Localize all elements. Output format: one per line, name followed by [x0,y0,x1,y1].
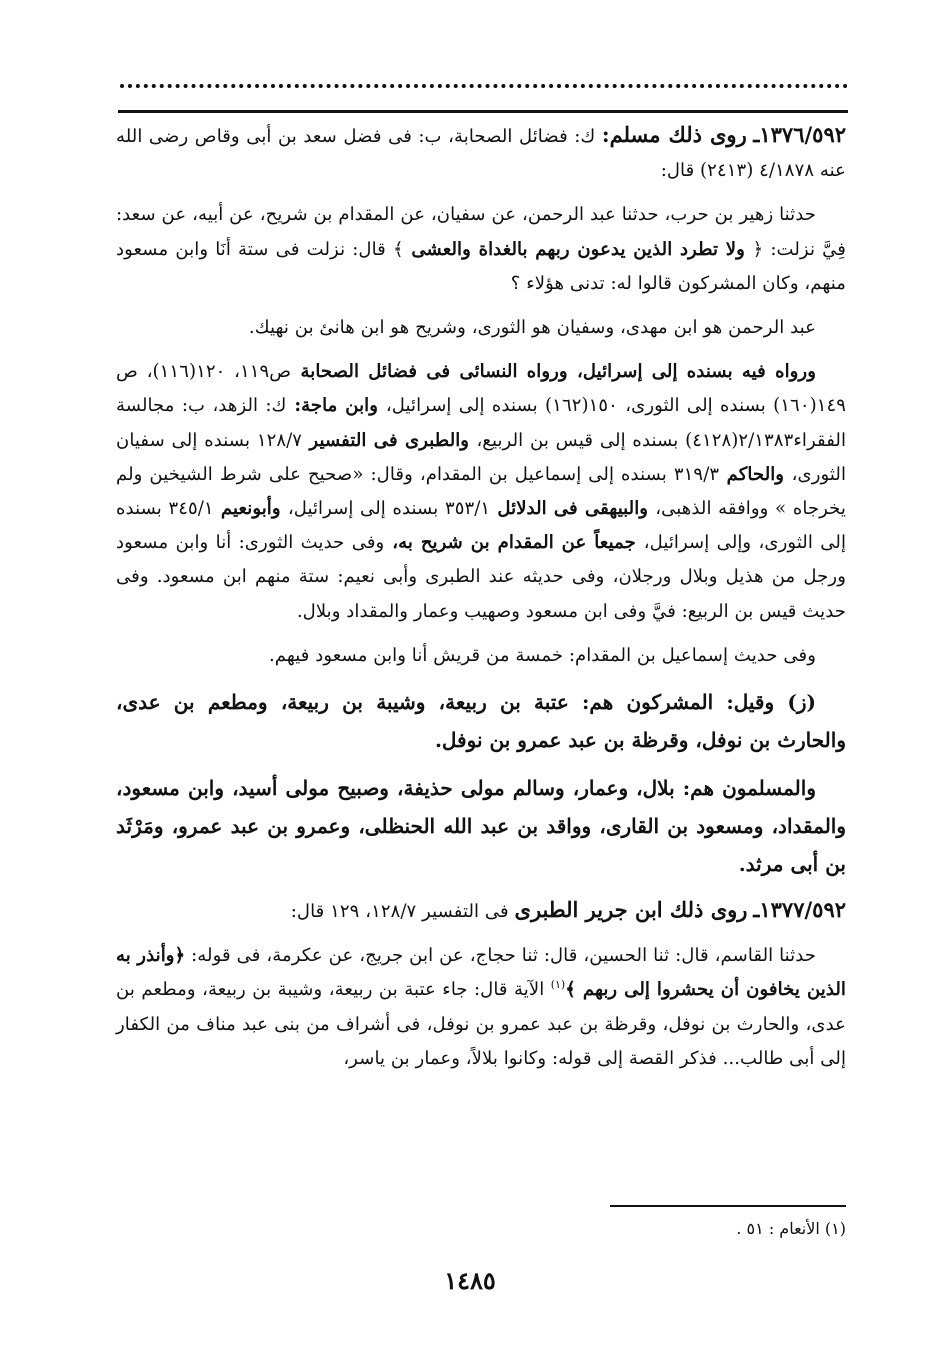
footnote-marker: (١) [550,978,566,992]
entry-1377-heading [116,893,846,929]
takhrij-part: ٣٤٥/١ بسنده إلى الثورى، وإلى إسرائيل، [116,498,847,554]
tabari-chain: حدثنا القاسم، قال: ثنا الحسين، قال: ثنا حجاج، عن ابن جريج، عن عكرمة، فى قوله: [185,945,816,967]
header-rule [118,110,848,113]
entry-source: روى ذلك مسلم: [601,122,747,147]
tabari-text [116,939,846,1076]
narrator-notes: عبد الرحمن هو ابن مهدى، وسفيان هو الثورى، وشريح هو ابن هانئ بن نهيك. [248,317,816,339]
takhrij-part: وأبونعيم [213,498,288,520]
takhrij-paragraph [116,355,846,629]
hadith-continuation: ﴾ قال: نزلت فى ستة أنَا وابن مسعود منهم، وكان المشركون قالوا له: تدنى هؤلاء ؟ [116,238,846,294]
entry-number: ١٣٧٦/٥٩٢ـ [753,122,846,147]
takhrij-part: وفى حديث الثورى: أنا وابن مسعود ورجل من هذيل وبلال ورجلان، وفى حديثه عند الطبرى وأبى نعيم: ستة منهم ابن مسعود. وفى حديث قيس بن الربيع: فيَّ وفى ابن مسعود وصهيب وعمار والمقداد وبلال. [116,532,846,622]
entry-text: فى التفسير ١٢٨/٧، ١٢٩ قال: [290,901,509,923]
quran-verse: ولا تطرد الذين يدعون ربهم بالغداة والعشى [403,238,753,260]
quran-verse: ﴿وأنذر به الذين يخافون أن يحشروا إلى ربهم ﴾ [116,945,846,1001]
footnote: (١) الأنعام : ٥١ . [736,1219,846,1238]
takhrij-part: والحاكم [719,463,792,485]
entry-source: روى ذلك ابن جرير الطبرى [514,897,748,923]
entry-number: ١٣٧٧/٥٩٢ـ [753,897,846,923]
dotted-header-rule [120,84,848,108]
hadith-text [116,198,846,301]
muslimun-paragraph: والمسلمون هم: بلال، وعمار، وسالم مولى حذيفة، وصبيح مولى أسيد، وابن مسعود، والمقداد، ومسعود بن القارى، وواقد بن عبد الله الحنظلى، وعمرو بن عبد عمرو، ومَرْثَد بن أبى مرثد. [116,776,847,877]
ismail-note: وفى حديث إسماعيل بن المقدام: خمسة من قريش أنا وابن مسعود فيهم. [269,644,816,666]
takhrij-part: ١٢٨/٧ بسنده إلى سفيان الثورى، [116,429,846,485]
page-number: ١٤٨٥ [444,1266,496,1295]
takhrij-part: ك: الزهد، ب: مجالسة الفقراء٢/١٣٨٣(٤١٢٨) بسنده إلى قيس بن الربيع، [116,395,846,451]
takhrij-part: والبيهقى فى الدلائل [490,498,656,520]
footnote-rule [610,1205,846,1207]
takhrij-part: وابن ماجة: [286,395,386,417]
takhrij-part: ورواه النسائى فى فضائل الصحابة [291,361,577,383]
takhrij-part: جميعاً عن المقدام بن شريح به، [384,532,644,554]
takhrij-part: ص١١٩، ١٢٠(١١٦)، ص ١٤٩(١٦٠) بسنده إلى الثورى، ١٥٠(١٦٢) بسنده إلى إسرائيل، [116,361,847,417]
tabari-continuation: الآية قال: جاء عتبة بن ربيعة، وشيبة بن ربيعة، ومطعم بن عدى، والحارث بن نوفل، وقرظة بن عبد عمرو بن نوفل، فى أشراف من بنى عبد مناف من الكفار إلى أبى طالب... فذكر القصة إلى قوله: وكانوا بلالاً، وعمار بن ياسر، [116,979,846,1069]
takhrij-part: ٣١٩/٣ بسنده إلى إسماعيل بن المقدام، وقال: «صحيح على شرط الشيخين ولم يخرجاه » ووافقه الذهبى، [116,463,846,520]
entry-1376-heading [116,118,846,188]
takhrij-part: ورواه فيه بسنده إلى إسرائيل، [576,361,816,383]
mushrikun-paragraph: (ز) وقيل: المشركون هم: عتبة بن ربيعة، وشيبة بن ربيعة، ومطعم بن عدى، والحارث بن نوفل، وقرظة بن عبد عمرو بن نوفل. [116,690,846,753]
takhrij-part: ٣٥٣/١ بسنده إلى إسرائيل، [287,498,491,520]
hadith-chain: حدثنا زهير بن حرب، حدثنا عبد الرحمن، عن سفيان، عن المقدام بن شريح، عن أبيه، عن سعد: فِيَّ نزلت: ﴿ [116,204,846,260]
entry-text: ك: فضائل الصحابة، ب: فى فضل سعد بن أبى وقاص رضى الله عنه ٤/١٨٧٨ (٢٤١٣) قال: [116,126,846,182]
main-text [116,118,846,1086]
takhrij-part: والطبرى فى التفسير [302,429,477,451]
